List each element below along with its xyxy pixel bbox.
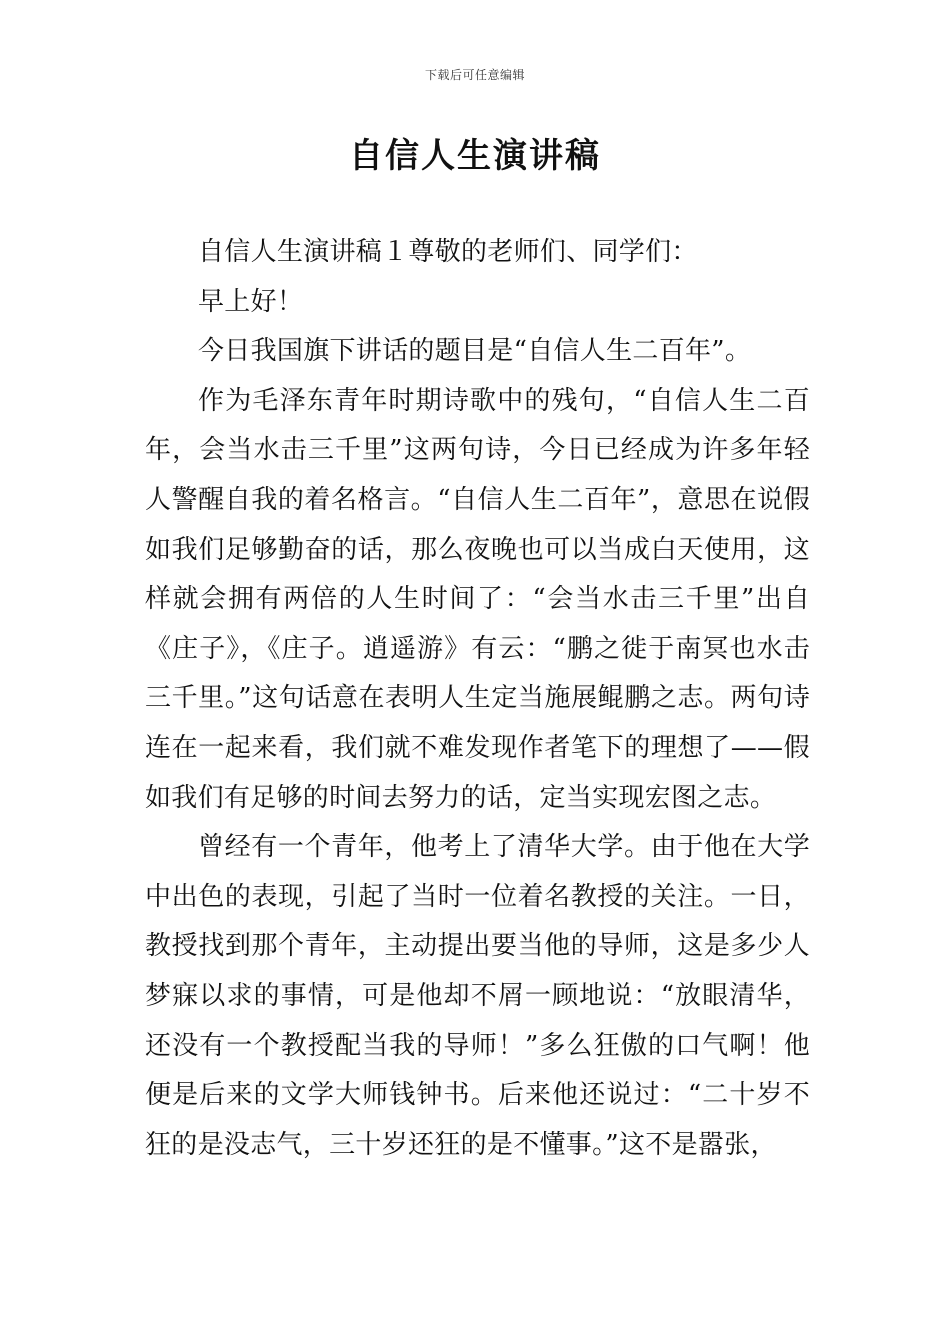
- paragraph-good-morning: 早上好！: [198, 286, 304, 317]
- page-header-note: 下载后可任意编辑: [424, 68, 525, 82]
- paragraph-topic: 今日我国旗下讲话的题目是“自信人生二百年”。: [198, 336, 752, 367]
- document-body: [145, 228, 810, 1170]
- paragraph-qian-zhongshu-story: 曾经有一个青年，他考上了清华大学。由于他在大学中出色的表现，引起了当时一位着名教授的关注。一日，教授找到那个青年，主动提出要当他的导师，这是多少人梦寐以求的事情，可是他却不屑一顾地说：“放眼清华，还没有一个教授配当我的导师！”多么狂傲的口气啊！他便是后来的文学大师钱钟书。后来他还说过：“二十岁不狂的是没志气，三十岁还狂的是不懂事。”这不是嚣张，: [145, 832, 810, 1160]
- document-title: 自信人生演讲稿: [349, 136, 601, 176]
- paragraph-greeting: 自信人生演讲稿１尊敬的老师们、同学们：: [198, 237, 698, 267]
- paragraph-poem-explanation: 作为毛泽东青年时期诗歌中的残句，“自信人生二百年，会当水击三千里”这两句诗，今日已经成为许多年轻人警醒自我的着名格言。“自信人生二百年”，意思在说假如我们足够勤奋的话，那么夜晚也可以当成白天使用，这样就会拥有两倍的人生时间了：“会当水击三千里”出自《庄子》，《庄子。逍遥游》有云：“鹏之徙于南冥也水击三千里。”这句话意在表明人生定当施展鲲鹏之志。两句诗连在一起来看，我们就不难发现作者笔下的理想了——假如我们有足够的时间去努力的话，定当实现宏图之志。: [145, 385, 810, 813]
